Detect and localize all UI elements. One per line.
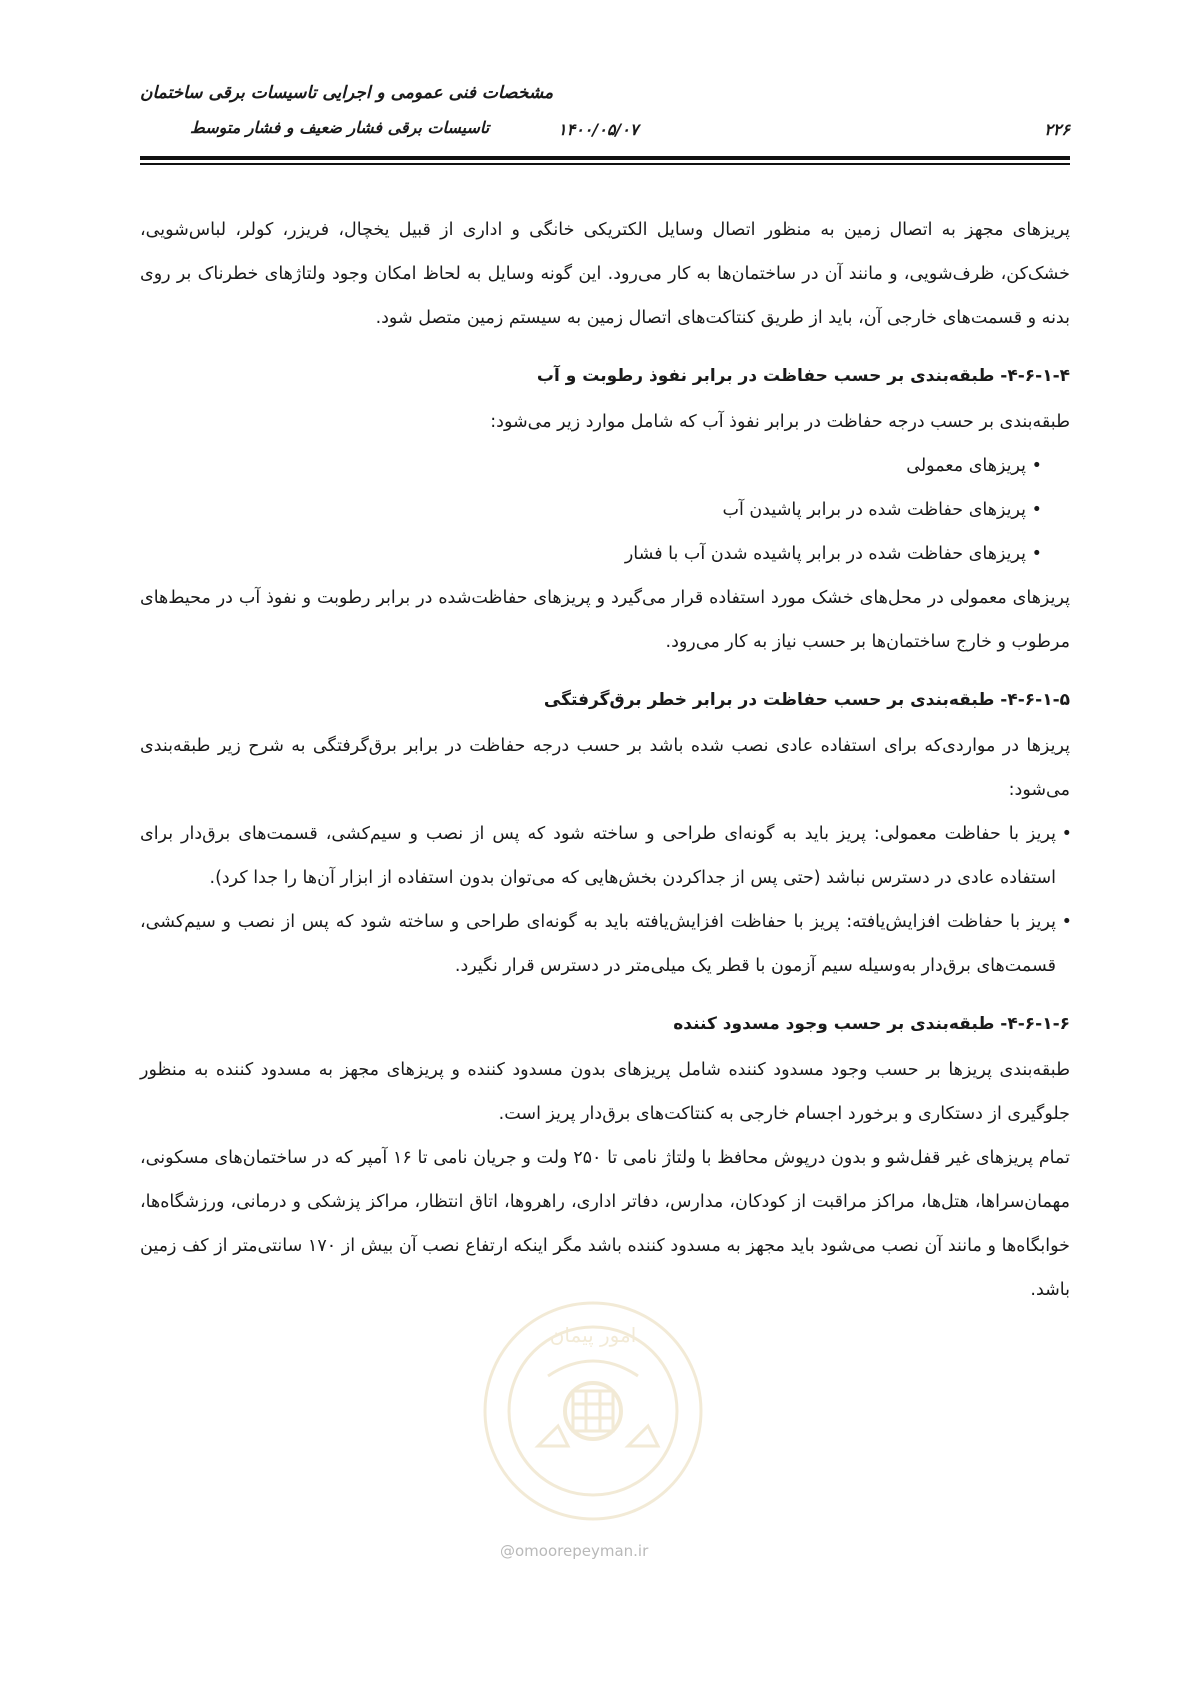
- list-item: • پریز با حفاظت معمولی: پریز باید به گونه‌ای طراحی و ساخته شود که پس از نصب و سیم‌کشی، قسمت‌های برق‌دار برای استفاده عادی در دسترس نباشد (حتی پس از جداکردن بخش‌هایی که می‌توان بدون استفاده از ابزار آن‌ها را جدا کرد).: [140, 812, 1070, 900]
- section-4-bullet-list: [140, 444, 1070, 576]
- document-date: ۱۴۰۰/۰۵/۰۷: [558, 120, 639, 139]
- page-number: ۲۲۶: [1044, 120, 1070, 139]
- page-body: [140, 208, 1070, 1312]
- seal-graphic: [485, 1303, 701, 1519]
- section-5-bullet-list: [140, 812, 1070, 988]
- seal-text: امور پیمان: [549, 1323, 637, 1347]
- seal-watermark-icon: [478, 1296, 708, 1526]
- page-header: [140, 70, 1070, 170]
- section-4-paragraph-1: طبقه‌بندی بر حسب درجه حفاظت در برابر نفوذ آب که شامل موارد زیر می‌شود:: [490, 412, 1070, 432]
- document-subtitle: تاسیسات برقی فشار ضعیف و فشار متوسط: [190, 118, 490, 137]
- list-item: • پریز با حفاظت افزایش‌یافته: پریز با حفاظت افزایش‌یافته باید به گونه‌ای طراحی و ساخته شود که پس از نصب و سیم‌کشی، قسمت‌های برق‌دار به‌وسیله سیم آزمون با قطر یک میلی‌متر در دسترس قرار نگیرد.: [140, 900, 1070, 988]
- header-rule-thin: [140, 163, 1070, 165]
- document-title: مشخصات فنی عمومی و اجرایی تاسیسات برقی ساختمان: [140, 83, 554, 103]
- list-item: • پریزهای حفاظت شده در برابر پاشیدن آب: [140, 488, 1040, 532]
- section-4-paragraph-2: پریزهای معمولی در محل‌های خشک مورد استفاده قرار می‌گیرد و پریزهای حفاظت‌شده در برابر رطوبت و نفوذ آب در محیط‌های مرطوب و خارج ساختمان‌ها بر حسب نیاز به کار می‌رود.: [140, 588, 1070, 652]
- header-rule-thick: [140, 156, 1070, 160]
- section-6-paragraph-2: تمام پریزهای غیر قفل‌شو و بدون درپوش محافظ با ولتاژ نامی تا ۲۵۰ ولت و جریان نامی تا ۱۶ آمپر که در ساختمان‌های مسکونی، مهمان‌سراها، هتل‌ها، مراکز مراقبت از کودکان، مدارس، دفاتر اداری، راهروها، اتاق انتظار، مراکز پزشکی و درمانی، ورزشگاه‌ها، خوابگاه‌ها و مانند آن نصب می‌شود باید مجهز به مسدود کننده باشد مگر اینکه ارتفاع نصب آن بیش از ۱۷۰ سانتی‌متر از کف زمین باشد.: [140, 1148, 1070, 1300]
- list-item: • پریزهای معمولی: [140, 444, 1040, 488]
- section-5-paragraph-1: پریزها در مواردی‌که برای استفاده عادی نصب شده باشد بر حسب درجه حفاظت در برابر برق‌گرفتگی به شرح زیر طبقه‌بندی می‌شود:: [140, 736, 1070, 800]
- section-6-paragraph-1: طبقه‌بندی پریزها بر حسب وجود مسدود کننده شامل پریزهای بدون مسدود کننده و پریزهای مجهز به مسدود کننده به منظور جلوگیری از دستکاری و برخورد اجسام خارجی به کنتاکت‌های برق‌دار پریز است.: [140, 1060, 1070, 1124]
- section-heading-4-6-1-5: ۴-۶-۱-۵- طبقه‌بندی بر حسب حفاظت در برابر خطر برق‌گرفتگی: [543, 690, 1070, 710]
- list-item: • پریزهای حفاظت شده در برابر پاشیده شدن آب با فشار: [140, 532, 1040, 576]
- section-heading-4-6-1-4: ۴-۶-۱-۴- طبقه‌بندی بر حسب حفاظت در برابر نفوذ رطوبت و آب: [536, 366, 1070, 386]
- section-heading-4-6-1-6: ۴-۶-۱-۶- طبقه‌بندی بر حسب وجود مسدود کننده: [673, 1014, 1070, 1034]
- intro-paragraph: پریزهای مجهز به اتصال زمین به منظور اتصال وسایل الکتریکی خانگی و اداری از قبیل یخچال، فریزر، کولر، لباس‌شویی، خشک‌کن، ظرف‌شویی، و مانند آن در ساختمان‌ها به کار می‌رود. این گونه وسایل به لحاظ امکان وجود ولتاژهای خطرناک بر روی بدنه و قسمت‌های خارجی آن، باید از طریق کنتاکت‌های اتصال زمین به سیستم زمین متصل شود.: [140, 220, 1070, 328]
- watermark-url: @omoorepeyman.ir: [500, 1542, 649, 1560]
